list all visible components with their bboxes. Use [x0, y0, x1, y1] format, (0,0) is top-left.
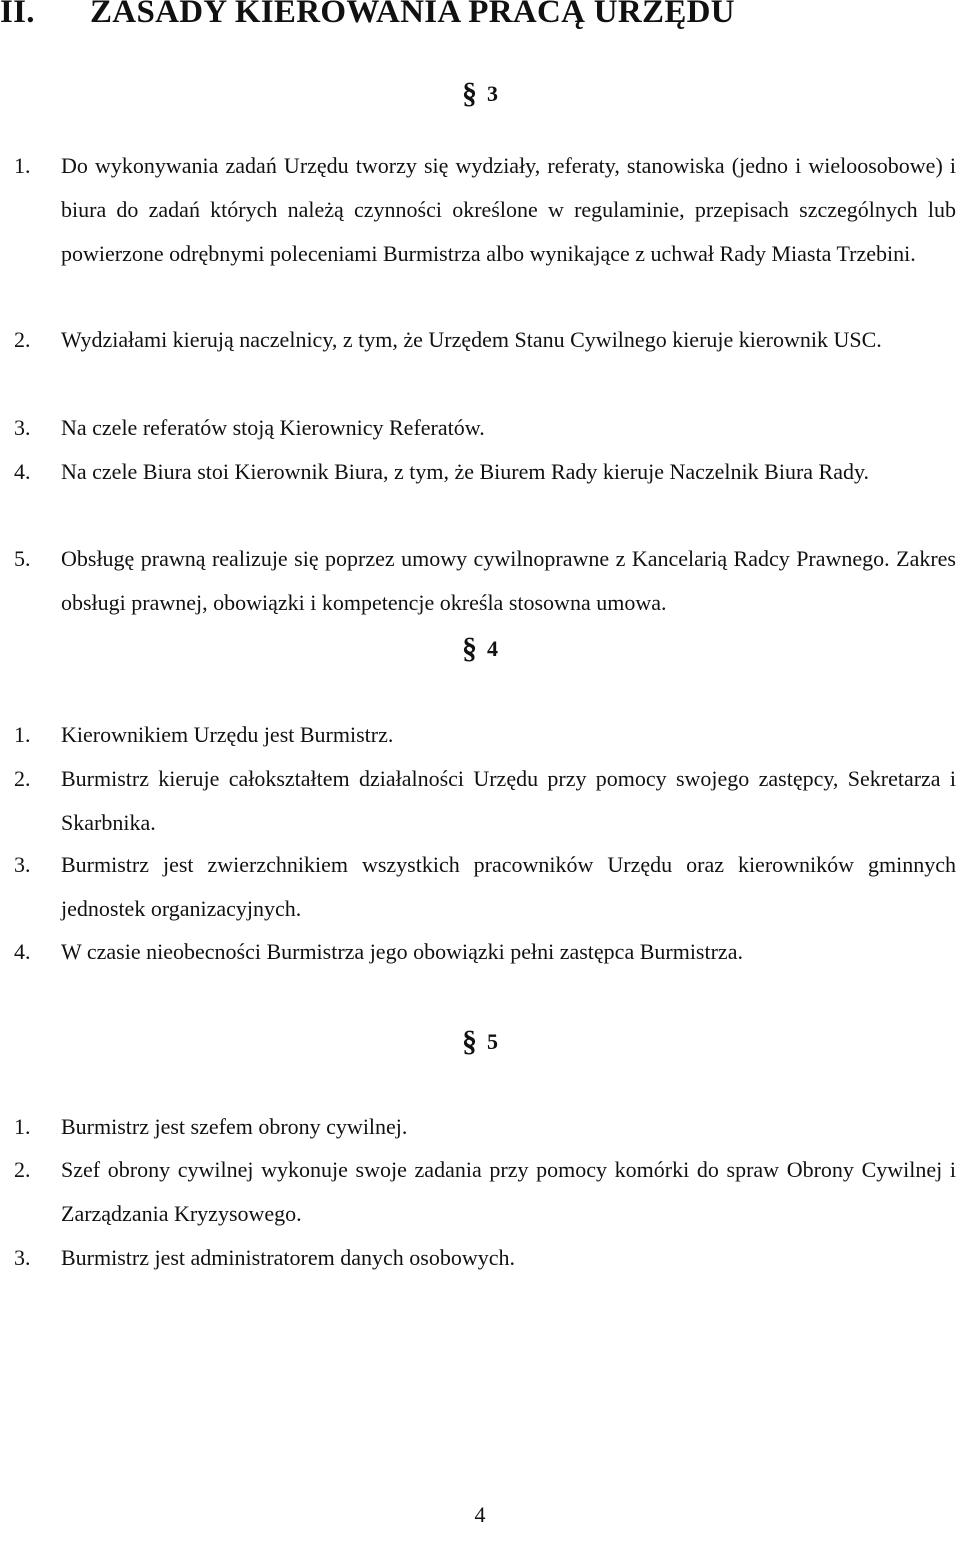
list-item-number: 4. — [14, 459, 31, 484]
list-item-number: 1. — [14, 722, 31, 747]
chapter-heading — [0, 0, 735, 31]
chapter-title: ZASADY KIEROWANIA PRACĄ URZĘDU — [90, 0, 735, 30]
section-heading — [462, 77, 498, 111]
list-item-number: 3. — [14, 1245, 31, 1270]
chapter-number: II. — [0, 0, 35, 30]
list-item-number: 3. — [14, 852, 31, 877]
list-item-text: Burmistrz kieruje całokształtem działalności Urzędu przy pomocy swojego zastępcy, Sekretarza i Skarbnika. — [61, 766, 956, 835]
list-item — [0, 406, 960, 450]
list-item-text: Wydziałami kierują naczelnicy, z tym, że Urzędem Stanu Cywilnego kieruje kierownik USC. — [61, 327, 882, 352]
list-item — [0, 843, 960, 931]
section-number: 3 — [487, 81, 498, 106]
section-heading — [462, 632, 498, 666]
list-item-number: 1. — [14, 153, 31, 178]
list-item — [0, 1148, 960, 1236]
list-item-number: 3. — [14, 415, 31, 440]
list-item-text: Obsługę prawną realizuje się poprzez umowy cywilnoprawne z Kancelarią Radcy Prawnego. Zakres obsługi prawnej, obowiązki i kompetencje określa stosowna umowa. — [61, 546, 956, 615]
list-item-text: Na czele referatów stoją Kierownicy Referatów. — [61, 415, 485, 440]
list-item-number: 2. — [14, 766, 31, 791]
list-item-text: Szef obrony cywilnej wykonuje swoje zadania przy pomocy komórki do spraw Obrony Cywilnej i Zarządzania Kryzysowego. — [61, 1157, 956, 1226]
list-item — [0, 1236, 960, 1280]
list-item-number: 2. — [14, 1157, 31, 1182]
list-item-text: Do wykonywania zadań Urzędu tworzy się wydziały, referaty, stanowiska (jedno i wieloosobowe) i biura do zadań których należą czynności określone w regulaminie, przepisach szczególnych lub powierzone odrębnymi poleceniami Burmistrza albo wynikające z uchwał Rady Miasta Trzebini. — [61, 153, 956, 266]
list-item — [0, 930, 960, 974]
section-symbol: § — [462, 632, 477, 665]
list-item-number: 2. — [14, 327, 31, 352]
list-item-number: 1. — [14, 1114, 31, 1139]
section-number: 5 — [487, 1029, 498, 1054]
list-item-number: 5. — [14, 546, 31, 571]
list-item — [0, 1105, 960, 1149]
page-number: 4 — [474, 1502, 486, 1527]
list-item — [0, 144, 960, 276]
list-item — [0, 713, 960, 757]
list-item-text: Burmistrz jest szefem obrony cywilnej. — [61, 1114, 408, 1139]
list-item-text: Na czele Biura stoi Kierownik Biura, z tym, że Biurem Rady kieruje Naczelnik Biura Rady. — [61, 459, 870, 484]
list-item-text: Burmistrz jest administratorem danych osobowych. — [61, 1245, 515, 1270]
list-item — [0, 450, 960, 494]
list-item — [0, 757, 960, 845]
list-item-text: Burmistrz jest zwierzchnikiem wszystkich pracowników Urzędu oraz kierowników gminnych jednostek organizacyjnych. — [61, 852, 956, 921]
list-item-number: 4. — [14, 939, 31, 964]
list-item — [0, 318, 960, 362]
list-item — [0, 537, 960, 625]
list-item-text: Kierownikiem Urzędu jest Burmistrz. — [61, 722, 394, 747]
section-symbol: § — [462, 77, 477, 110]
section-heading — [462, 1025, 498, 1059]
section-symbol: § — [462, 1025, 477, 1058]
section-number: 4 — [487, 636, 498, 661]
list-item-text: W czasie nieobecności Burmistrza jego obowiązki pełni zastępca Burmistrza. — [61, 939, 743, 964]
